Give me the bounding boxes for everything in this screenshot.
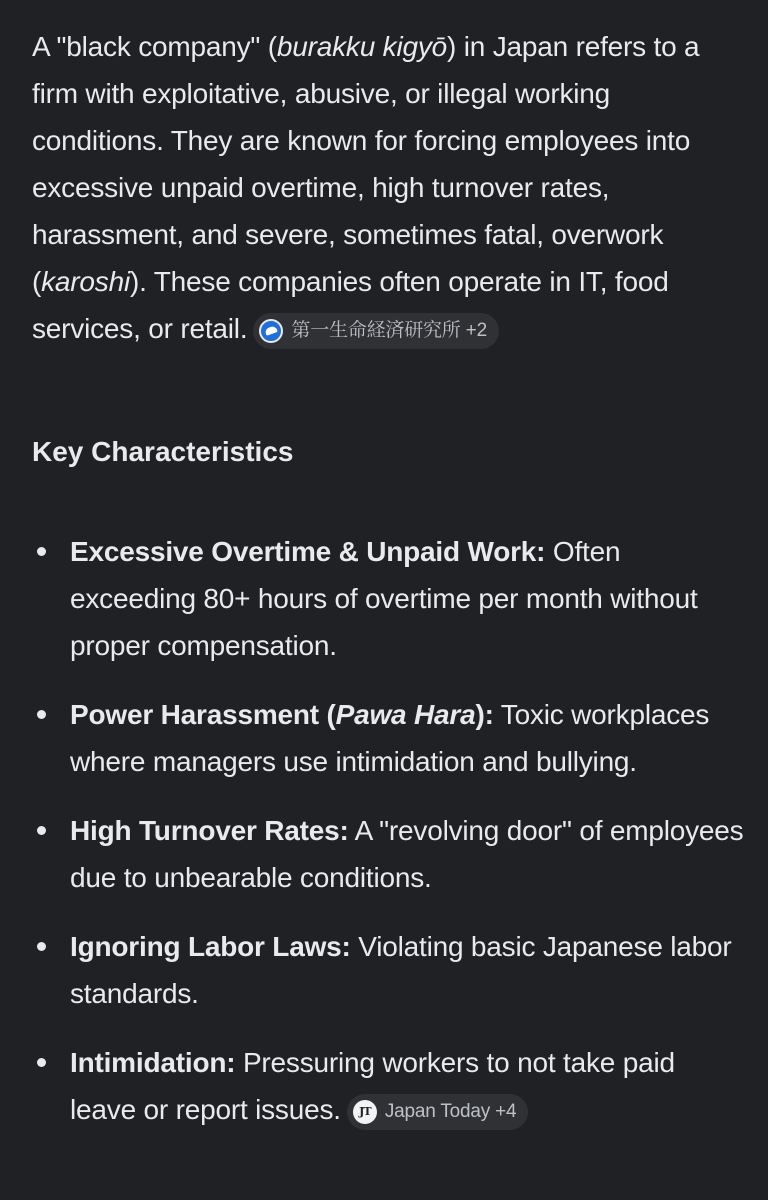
- item-text: Often exceeding 80+ hours of overtime per month without proper compensation.: [70, 536, 698, 661]
- intro-text-1: A "black company" (: [32, 31, 277, 62]
- section-heading: Key Characteristics: [32, 436, 294, 467]
- bullet-icon: [37, 826, 46, 835]
- list-item: [32, 1039, 744, 1133]
- item-title: [70, 699, 494, 730]
- item-title: Ignoring Labor Laws:: [70, 931, 351, 962]
- item-title: Excessive Overtime & Unpaid Work:: [70, 536, 546, 567]
- bullet-icon: [37, 547, 46, 556]
- source-chip-label: 第一生命経済研究所 +2: [291, 319, 487, 341]
- source-chip-label: Japan Today +4: [384, 1101, 517, 1122]
- item-title-term: Pawa Hara: [335, 699, 476, 730]
- item-title-part: Power Harassment (: [70, 699, 336, 730]
- intro-text-3: ). These companies often operate in IT, food services, or retail.: [32, 266, 669, 344]
- dai-ichi-life-logo-icon: [259, 319, 283, 343]
- intro-paragraph: [32, 23, 744, 352]
- japan-today-logo-icon: JT: [353, 1100, 377, 1124]
- item-text: Toxic workplaces where managers use intimidation and bullying.: [70, 699, 710, 777]
- intro-text-2: ) in Japan refers to a firm with exploitative, abusive, or illegal working conditions. They are known for forcing employees into excessive unpaid overtime, high turnover rates, harassment, and severe, sometimes fatal, overwork (: [32, 31, 700, 297]
- bullet-icon: [37, 710, 46, 719]
- intro-term-karoshi: karoshi: [41, 266, 130, 297]
- item-text: Violating basic Japanese labor standards.: [70, 931, 732, 1009]
- source-chip-dai-ichi[interactable]: [253, 313, 499, 349]
- item-text: Pressuring workers to not take paid leave or report issues.: [70, 1047, 675, 1125]
- source-chip-japan-today[interactable]: [347, 1094, 529, 1130]
- characteristics-list: [32, 528, 744, 1133]
- bullet-icon: [37, 942, 46, 951]
- list-item: [32, 691, 744, 785]
- list-item: [32, 923, 744, 1017]
- item-text: A "revolving door" of employees due to unbearable conditions.: [70, 815, 744, 893]
- list-item: [32, 528, 744, 669]
- item-title: Intimidation:: [70, 1047, 236, 1078]
- bullet-icon: [37, 1058, 46, 1067]
- intro-term-burakku-kigyo: burakku kigyō: [276, 31, 448, 62]
- response-content: [32, 23, 744, 1125]
- item-title: High Turnover Rates:: [70, 815, 349, 846]
- list-item: [32, 807, 744, 901]
- item-title-part: ):: [475, 699, 494, 730]
